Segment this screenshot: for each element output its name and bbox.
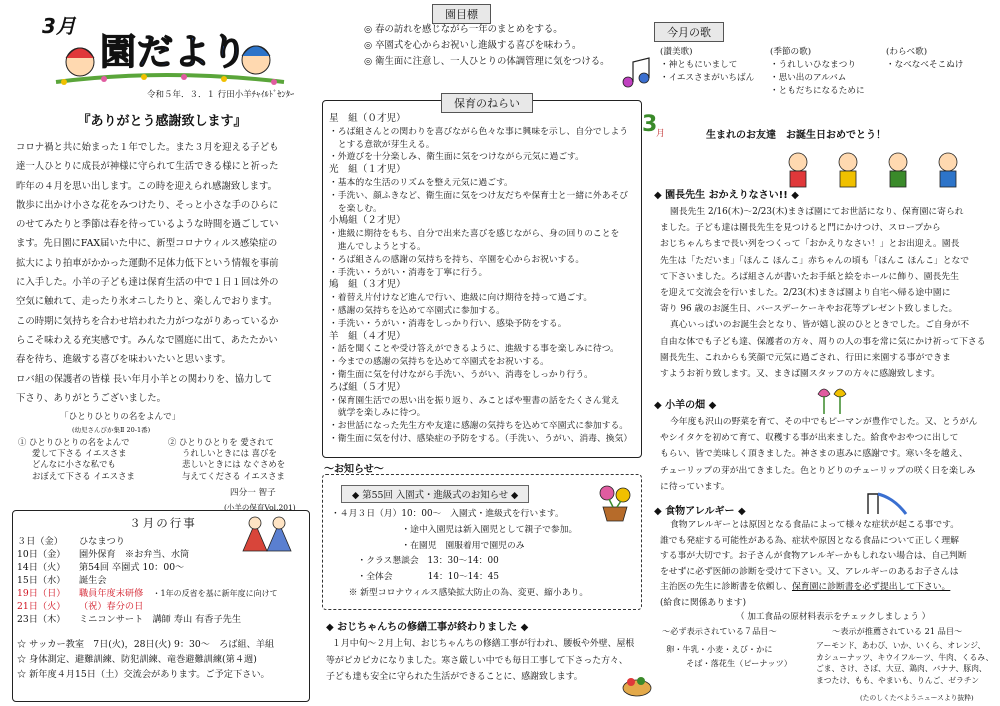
- director-line: すようお祈り致します。又、まきば園スタッフの方々に感謝致します。: [660, 369, 941, 380]
- goal-item: ◎ 衛生面に注意し、一人ひとりの体調管理に気をつける。: [364, 56, 610, 67]
- director-line: 先生は「ただいま」「ほんこ ほんこ」赤ちゃんの頃も「ほんこ ほんこ」となで: [660, 255, 970, 266]
- event-date: 15日（水）: [17, 575, 66, 586]
- event-date: ３日（金）: [17, 536, 63, 547]
- event-title: 誕生会: [79, 575, 107, 586]
- director-line: ました。子ども達は園長先生を見つけると門にかけつけ、スロープから: [660, 223, 941, 234]
- director-line: 自由な体でも子ども達、保護者の方々、周りの人の事を常に気にかけ祈って下さる: [660, 336, 986, 347]
- notice-lines: [331, 507, 637, 602]
- aims-line: ・お世話になった先生方や友達に感謝の気持ちを込めて卒園式に参加する。: [329, 421, 629, 432]
- notice-tag: ◆ 第55回 入園式・進級式のお知らせ ◆: [341, 485, 529, 503]
- thanks-line: 散歩に出かけ小さな花をみつけたり、そっと小さな手のひらに: [16, 199, 279, 211]
- event-row: [17, 613, 307, 626]
- poem-line: どんなに小さな私でも: [32, 459, 116, 470]
- event-title: 第54回 卒園式 10：00～: [79, 562, 185, 573]
- poem-line: ① ひとりひとりの名をよんで: [18, 437, 130, 447]
- event-title-note: ・1年の反省を基に新年度に向けて: [152, 589, 278, 598]
- poem-title: 「ひとりひとりの名をよんで」: [60, 412, 181, 422]
- event-row: [17, 561, 307, 574]
- aims-line: ・話を聞くことや受け答えができるように、進級する事を楽しみに待つ。: [329, 344, 619, 355]
- song-item: (わらべ歌): [886, 47, 928, 57]
- aims-box: [322, 97, 642, 458]
- event-title: ひなまつり: [79, 536, 125, 547]
- goals-list: [364, 22, 634, 70]
- allergy-rec-title: ～表示が推薦されている 21 品目～: [832, 626, 963, 636]
- allergy-must-item: そば・落花生（ピーナッツ）: [686, 658, 792, 668]
- event-row: [17, 587, 307, 600]
- aims-line: ・ろば組さんの感謝の気持ちを持ち、卒園を心からお祝いする。: [329, 254, 585, 265]
- aims-line: を楽しむ。: [329, 203, 382, 214]
- event-row: [17, 535, 307, 548]
- tulip-illustration: [812, 382, 852, 416]
- garden-line: チューリップの芽が出てきました。色とりどりのチューリップの咲く日を楽しみ: [660, 465, 976, 476]
- goal-item: ◎ 春の訪れを感じながら一年のまとめをする。: [364, 24, 563, 35]
- event-row: [17, 548, 307, 561]
- allergy-line: する事が大切です。お子さんが食物アレルギーかもしれない場合は、自己判断: [660, 551, 967, 562]
- notice-line: ・４月３日（月）10：00～ 入園式・進級式を行います。: [331, 509, 564, 519]
- thanks-line: ます。先日園にFAX届いた中に、新型コロナウィルス感染症の: [16, 238, 278, 250]
- allergy-rec-item: カシューナッツ、キウイフルーツ、牛肉、くるみ、: [816, 652, 994, 662]
- event-date: 10日（金）: [17, 549, 66, 560]
- aims-class-heading: 星 組（０才児）: [329, 113, 406, 124]
- allergy-underline-row: [660, 580, 992, 596]
- poem-line: うれしいときには 喜びを: [182, 448, 277, 459]
- allergy-tail-before: 主治医の先生に診断書を依頼し、: [660, 582, 792, 592]
- thanks-line: ロバ組の保護者の皆様 長い年月小羊との関わりを、協力して: [16, 373, 273, 385]
- songs-col-2: [770, 46, 882, 98]
- aims-class-heading: 小鳩組（２才児）: [329, 215, 406, 227]
- director-line: を迎えて交流会を行いました。2/23(木)まきば園より自宅へ帰る途中園に: [660, 288, 951, 299]
- thanks-line: のせてみたりと季節は春を待っているような時間を過ごしてい: [16, 219, 279, 231]
- thanks-line: この時期に気持ちを合わせ培われた力がつながりあっているか: [16, 315, 279, 327]
- director-body: [660, 204, 992, 382]
- poem-line: 与えてくださる イエスさま: [182, 470, 285, 481]
- events-notes: [17, 637, 307, 682]
- aims-line: ・手洗い・うがい・消毒を丁寧に行う。: [329, 267, 488, 278]
- thanks-line: 春を待ち、進級する喜びを味わいたいと思います。: [16, 354, 231, 366]
- aims-line: ・基本的な生活のリズムを整え元気に過ごす。: [329, 177, 513, 188]
- thanks-line: に入手した。小羊の子ども達は保育生活の中で１日１回は外の: [16, 277, 279, 289]
- masthead: [34, 10, 294, 90]
- poem-author: 四分一 智子: [230, 488, 276, 498]
- allergy-rec-items: [816, 640, 994, 686]
- allergy-underlined-text: 保育園に診断書を必ず提出して下さい。: [791, 582, 951, 592]
- issue-date: 令和５年．３．１ 行田小羊ﾁｬｲﾙﾄﾞｾﾝﾀｰ: [147, 90, 295, 100]
- event-date: 23日（木）: [17, 614, 66, 625]
- allergy-rec-item: まつたけ、もも、やまいも、りんご、ゼラチン: [816, 675, 980, 685]
- song-item: ・うれしいひなまつり: [770, 60, 856, 70]
- event-title: （祝）春分の日: [79, 601, 144, 612]
- event-note: ☆ サッカー教室 7日(火)，28日(火) 9：30～ ろば組、羊組: [17, 639, 275, 650]
- event-title: 園外保育 ※お弁当、水筒: [79, 549, 190, 560]
- aims-class-heading: 鳩 組（３才児）: [329, 279, 406, 291]
- thanks-line: コロナ禍と共に始まった１年でした。また３月を迎える子ども: [16, 142, 279, 153]
- goal-item: ◎ 卒園式を心からお祝いし進級する喜びを味わう。: [364, 40, 582, 51]
- aims-class-heading: 羊 組（４才児）: [329, 330, 406, 342]
- director-line: 真心いっぱいのお誕生会となり、皆が嬉し涙のひとときでした。ご自身が不: [670, 320, 970, 331]
- allergy-rec-item: ごま、さけ、さば、大豆、鶏肉、バナナ、豚肉、: [816, 664, 987, 674]
- thanks-heading: 『ありがとう感謝致します』: [77, 114, 247, 129]
- goals-title: 園目標: [432, 4, 491, 24]
- masthead-month: 3月: [42, 14, 76, 38]
- allergy-must-title: ～必ず表示されている７品目～: [662, 626, 777, 636]
- poem-verse-2: [168, 437, 313, 482]
- aims-class-heading: 光 組（１才児）: [329, 164, 406, 176]
- notice-line: ※ 新型コロナウィルス感染拡大防止の為、変更、縮小あり。: [331, 587, 589, 598]
- aims-line: ・衛生面に気を付け、感染症の予防をする。（手洗い、うがい、消毒、換気）: [329, 433, 633, 444]
- song-item: (讃美歌): [660, 47, 693, 57]
- allergy-heading: ◆ 食物アレルギー ◆: [654, 506, 746, 517]
- allergy-must-item: 卵・牛乳・小麦・えび・かに: [666, 644, 773, 654]
- thanks-body: [16, 138, 314, 408]
- birthday-number: 3: [642, 112, 658, 137]
- allergy-check: （ 加工食品の原材料表示をチェックしましょう ）: [736, 612, 931, 622]
- song-item: (季節の歌): [770, 47, 812, 57]
- event-row: [17, 600, 307, 613]
- director-heading: ◆ 園長先生 おかえりなさい!! ◆: [654, 190, 799, 201]
- birthday-children-illustration: [778, 146, 988, 190]
- repair-line: 子ども達も安全に守られた生活ができることに、感謝致します。: [326, 672, 583, 683]
- masthead-title: 園だより: [100, 32, 249, 73]
- aims-class-heading: ろば組（５才児）: [329, 381, 406, 393]
- garden-heading: ◆ 小羊の畑 ◆: [654, 400, 717, 411]
- repair-line: 等がピカピカになりました。寒さ厳しい中でも毎日工事して下さった方々、: [326, 655, 628, 666]
- event-date: 21日（火）: [17, 601, 66, 612]
- aims-line: ・着替え片付けなど進んで行い、進級に向け期待を持って過ごす。: [329, 293, 593, 304]
- songs-col-3: [886, 46, 992, 72]
- music-notes-illustration: [620, 56, 652, 92]
- thanks-line: 下さり、ありがとうございました。: [16, 392, 167, 404]
- aims-title: 保育のねらい: [441, 93, 533, 113]
- notice-line: ・全体会 14：10～14：45: [331, 572, 499, 583]
- songs-title: 今月の歌: [654, 22, 724, 42]
- thanks-line: 拡大により拍車がかかった運動不足体力低下という情報を事前: [16, 257, 279, 269]
- aims-line: ・感謝の気持ちを込めて卒園式に参加する。: [329, 305, 505, 316]
- director-line: て下さいました。ろば組さんが書いたお手紙と絵をホールに飾り、園長先生: [660, 271, 959, 282]
- aims-line: 就学を楽しみに待つ。: [329, 408, 426, 419]
- song-item: ・なべなべそこぬけ: [886, 60, 964, 70]
- repair-body: [326, 636, 640, 686]
- allergy-rec-item: アーモンド、あわび、いか、いくら、オレンジ、: [816, 641, 986, 650]
- notice-box: [322, 474, 642, 610]
- poem-source: (小羊の保育Vol.201): [224, 503, 296, 512]
- allergy-line: 誰でも発症する可能性がある為、症状や原因となる食品について正しく理解: [660, 535, 959, 546]
- aims-line: ・保育園生活での思い出を振り返り、みことばや聖書の話をたくさん覚え: [329, 395, 620, 406]
- notice-line: ・途中入園児は新入園児として親子で参加。: [331, 524, 578, 535]
- repair-line: １月中旬～２月上旬、おじちゃんちの修繕工事が行われ、腰板や外壁、屋根: [332, 639, 635, 649]
- birthday-month-label: 月: [656, 129, 666, 139]
- thanks-line: 昨年の４月を思い出します。この時を迎えられ感謝致します。: [16, 180, 278, 192]
- allergy-after: (給食に関係あります): [660, 598, 747, 608]
- event-date: 19日（日）: [17, 588, 66, 599]
- allergy-source: (たのしくたべようニュースより抜粋): [860, 694, 974, 702]
- director-line: 園長先生、これからも笑顔で元気に過ごされ、行田に来園する事ができま: [660, 352, 951, 363]
- aims-line: ・手洗い、顔ふきなど、衛生面に気をつけ友だちや保育士と一緒に外あそび: [329, 190, 629, 201]
- events-list: [17, 535, 307, 626]
- aims-line: 進んでしようとする。: [329, 241, 426, 252]
- poem-verse-1: [18, 437, 163, 482]
- event-date: 14日（火）: [17, 562, 66, 573]
- aims-line: ・進級に期待をもち、自分で出来た喜びを感じながら、身の回りのことを: [329, 229, 620, 240]
- aims-line: とする意欲が芽生える。: [329, 139, 435, 150]
- allergy-line: 食物アレルギーとは原因となる食品によって様々な症状が起こる事です。: [670, 520, 960, 530]
- poem-line: おぼえて下さる イエスさま: [32, 470, 135, 481]
- poem-line: ② ひとりひとりを 愛されて: [168, 437, 274, 447]
- birthday-text: 生まれのお友達 お誕生日おめでとう！: [706, 130, 886, 141]
- poem-line: 愛して下さる イエスさま: [32, 448, 127, 459]
- poem-subtitle: (幼児さんびか集Ⅱ 20-1番): [72, 426, 151, 434]
- slide-illustration: [864, 488, 910, 516]
- aims-line: ・衛生面に気を付けながら手洗い、うがい、消毒をしっかり行う。: [329, 369, 593, 380]
- event-note: ☆ 身体測定、避難訓練、防犯訓練、竜巻避難訓練(第４週): [17, 654, 257, 665]
- poem-block: [12, 412, 312, 512]
- aims-list: [329, 113, 639, 446]
- food-basket-illustration: [620, 670, 654, 698]
- garden-line: もらい、皆で美味しく頂きました。神さまの恵みに感謝です。寒い冬を越え、: [660, 449, 968, 460]
- director-line: 寄り 96 歳のお誕生日、バースデーケーキやお花等プレゼント致しました。: [660, 304, 958, 315]
- director-line: おじちゃんちまで長い列をつくって「おかえりなさい！」とお出迎え。園長: [660, 239, 960, 250]
- event-note: ☆ 新年度４月15日（土）交流会があります。ご予定下さい。: [17, 669, 270, 680]
- garden-line: 今年度も沢山の野菜を育て、その中でもピーマンが豊作でした。又、とうがん: [670, 417, 978, 427]
- allergy-line: をせずに必ず医師の診断を受けて下さい。又、アレルギーのあるお子さんは: [660, 566, 959, 577]
- garden-body: [660, 414, 992, 495]
- event-row: [17, 574, 307, 587]
- event-title-main: 職員年度末研修: [79, 588, 153, 599]
- event-title: [79, 588, 278, 599]
- garden-line: に待っています。: [660, 481, 730, 492]
- garden-line: やシイタケを初めて育て、収穫する事が出来ました。給食やおやつに出して: [660, 433, 959, 444]
- repair-heading: ◆ おじちゃんちの修繕工事が終わりました ◆: [326, 622, 529, 633]
- thanks-line: 達一人ひとりに成長が神様に守られて生活できる様にと祈った: [16, 161, 279, 173]
- songs-col-1: [660, 46, 770, 85]
- event-title: ミニコンサート 講師 寿山 有香子先生: [79, 614, 242, 625]
- notice-heading: ～お知らせ～: [324, 464, 384, 475]
- poem-line: 悲しいときには なぐさめを: [182, 459, 286, 470]
- thanks-line: 空気に触れて、走ったり氷オニしたりと、楽しんでおります。: [16, 296, 278, 308]
- aims-line: ・手洗い・うがい・消毒をしっかり行い、感染予防をする。: [329, 318, 567, 329]
- aims-line: ・ろば組さんとの関わりを喜びながら色々な事に興味を示し、自分でしよう: [329, 126, 629, 137]
- events-box: [12, 510, 310, 702]
- aims-line: ・今までの感謝の気持ちを込めて卒園式をお祝いする。: [329, 357, 549, 368]
- song-item: ・イエスさまがいちばん: [660, 73, 755, 83]
- events-title: ３月の行事: [129, 516, 197, 530]
- notice-line: ・クラス懇談会 13：30～14：00: [331, 556, 499, 567]
- song-item: ・思い出のアルバム: [770, 73, 847, 83]
- director-line: 園長先生 2/16(木)～2/23(木)まきば園にてお世話になり、保育園に寄られ: [670, 207, 964, 217]
- song-item: ・神ともにいまして: [660, 60, 738, 70]
- song-item: ・ともだちになるために: [770, 86, 865, 96]
- thanks-line: らこそ味わえる充実感です。みんなで園庭に出て、あたたかい: [16, 334, 278, 346]
- aims-line: ・外遊びを十分楽しみ、衛生面に気をつけながら元気に過ごす。: [329, 152, 584, 163]
- notice-line: ・在園児 園服着用で園児のみ: [331, 540, 525, 551]
- allergy-must-items: [666, 642, 806, 670]
- allergy-body: [660, 518, 992, 580]
